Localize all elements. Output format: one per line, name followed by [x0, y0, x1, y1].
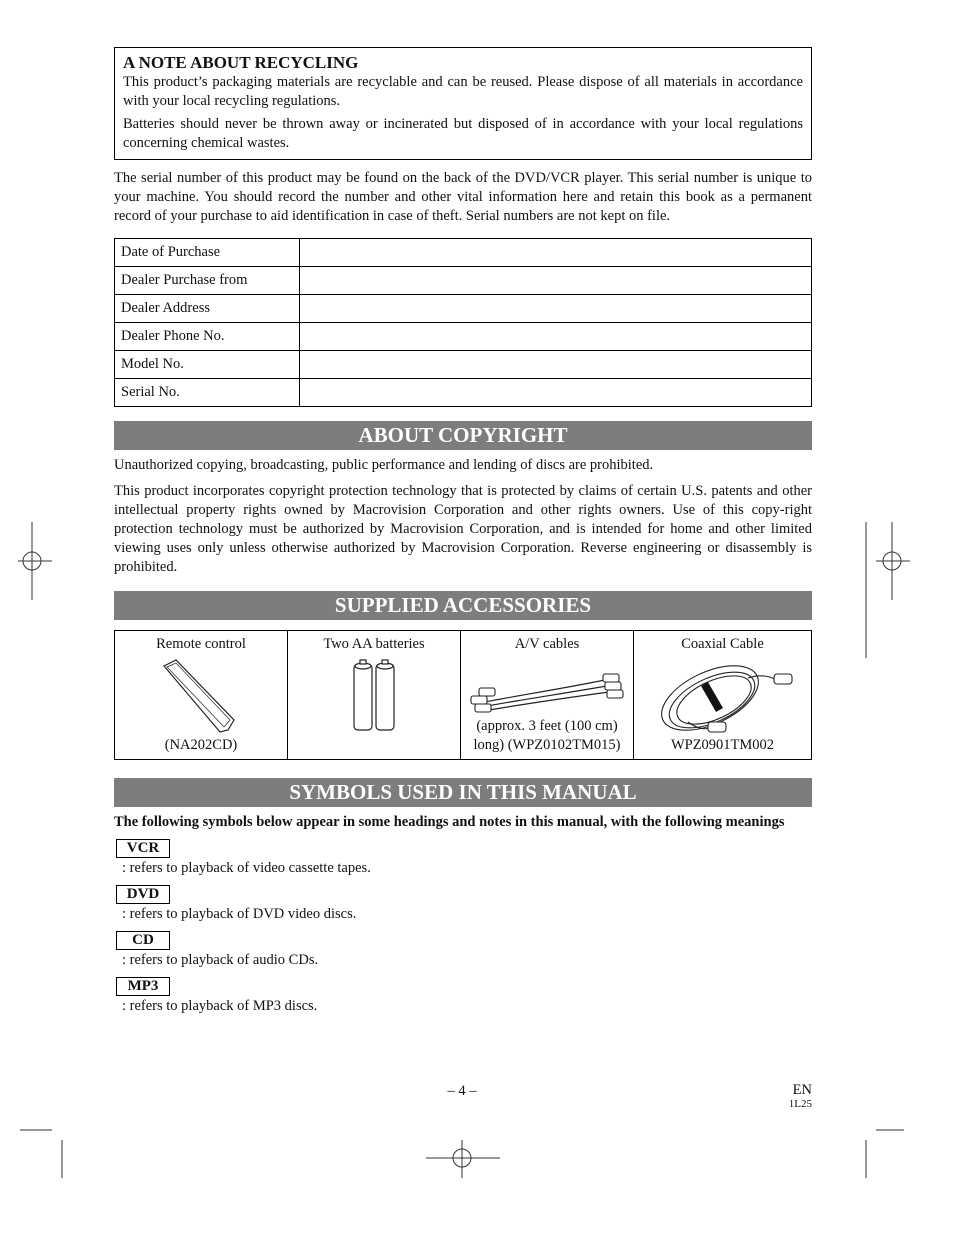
accessory-name: A/V cables: [514, 636, 580, 652]
accessory-name: Coaxial Cable: [681, 636, 764, 652]
table-row: [115, 267, 812, 295]
row-label: Dealer Purchase from: [115, 267, 300, 295]
row-label: Serial No.: [115, 379, 300, 407]
row-label: Dealer Phone No.: [115, 323, 300, 351]
row-label: Dealer Address: [115, 295, 300, 323]
symbol-description: : refers to playback of DVD video discs.: [122, 906, 357, 922]
symbol-tag: VCR: [116, 839, 170, 858]
language-label: EN: [792, 1082, 812, 1098]
row-value-field: [300, 379, 812, 407]
accessory-name: Remote control: [156, 636, 246, 652]
accessory-code: (approx. 3 feet (100 cm) long) (WPZ0102TM015): [473, 718, 621, 753]
table-row: [115, 239, 812, 267]
row-value-field: [300, 323, 812, 351]
accessory-coaxial-cable: [634, 631, 812, 760]
symbol-item-mp3: [114, 970, 812, 1016]
symbols-heading: SYMBOLS USED IN THIS MANUAL: [114, 778, 812, 807]
batteries-icon: [344, 658, 404, 734]
accessories-heading: SUPPLIED ACCESSORIES: [114, 591, 812, 620]
recycling-note-box: [114, 47, 812, 160]
row-label: Date of Purchase: [115, 239, 300, 267]
copyright-para-1: Unauthorized copying, broadcasting, public performance and lending of discs are prohibited.: [114, 457, 654, 473]
symbol-tag: DVD: [116, 885, 170, 904]
table-row: [115, 295, 812, 323]
symbol-tag: MP3: [116, 977, 170, 996]
symbol-item-vcr: [114, 832, 812, 878]
av-cables-icon: [465, 660, 629, 716]
copyright-heading: ABOUT COPYRIGHT: [114, 421, 812, 450]
document-code: 1L25: [788, 1098, 812, 1110]
symbols-intro: The following symbols below appear in some headings and notes in this manual, with the following meanings: [114, 814, 785, 830]
table-row: [115, 351, 812, 379]
recycling-title: A NOTE ABOUT RECYCLING: [123, 53, 359, 72]
symbol-item-dvd: [114, 878, 812, 924]
row-label: Model No.: [115, 351, 300, 379]
row-value-field: [300, 267, 812, 295]
symbol-description: : refers to playback of audio CDs.: [122, 952, 319, 968]
serial-number-note: The serial number of this product may be found on the back of the DVD/VCR player. This serial number is unique to your machine. You should record the number and other vital information here and retain this book as a permanent record of your purchase to aid identification in case of theft. Serial numbers are not kept on file.: [114, 170, 812, 224]
recycling-para-1: This product’s packaging materials are recyclable and can be reused. Please dispose of all materials in accordance with your local recycling regulations.: [123, 74, 803, 109]
symbol-item-cd: [114, 924, 812, 970]
table-row: [115, 379, 812, 407]
purchase-record-table: [114, 238, 812, 407]
row-value-field: [300, 239, 812, 267]
symbol-description: : refers to playback of MP3 discs.: [122, 998, 318, 1014]
accessory-batteries: [288, 631, 461, 760]
remote-control-icon: [156, 658, 246, 734]
row-value-field: [300, 295, 812, 323]
accessories-table: [114, 630, 812, 760]
symbol-tag: CD: [116, 931, 170, 950]
accessory-code: (NA202CD): [164, 737, 238, 753]
copyright-para-2: This product incorporates copyright protection technology that is protected by claims of certain U.S. patents and other intellectual property rights owned by Macrovision Corporation and other rights owners. Use of this copy-right protection technology must be authorized by Macrovision Corporation, and is intended for home and other limited viewing uses only unless otherwise authorized by Macrovision Corporation. Reverse engineering or disassembly is prohibited.: [114, 483, 812, 575]
table-row: [115, 323, 812, 351]
accessory-name: Two AA batteries: [323, 636, 425, 652]
accessory-remote: [115, 631, 288, 760]
row-value-field: [300, 351, 812, 379]
page-content: [114, 47, 812, 1016]
page-number: – 4 –: [447, 1083, 477, 1099]
recycling-para-2: Batteries should never be thrown away or incinerated but disposed of in accordance with your local regulations concerning chemical wastes.: [123, 116, 803, 151]
symbol-description: : refers to playback of video cassette tapes.: [122, 860, 371, 876]
accessory-av-cables: [461, 631, 634, 760]
coaxial-cable-icon: [648, 656, 798, 738]
table-row: [115, 631, 812, 760]
accessory-code: WPZ0901TM002: [670, 737, 775, 753]
